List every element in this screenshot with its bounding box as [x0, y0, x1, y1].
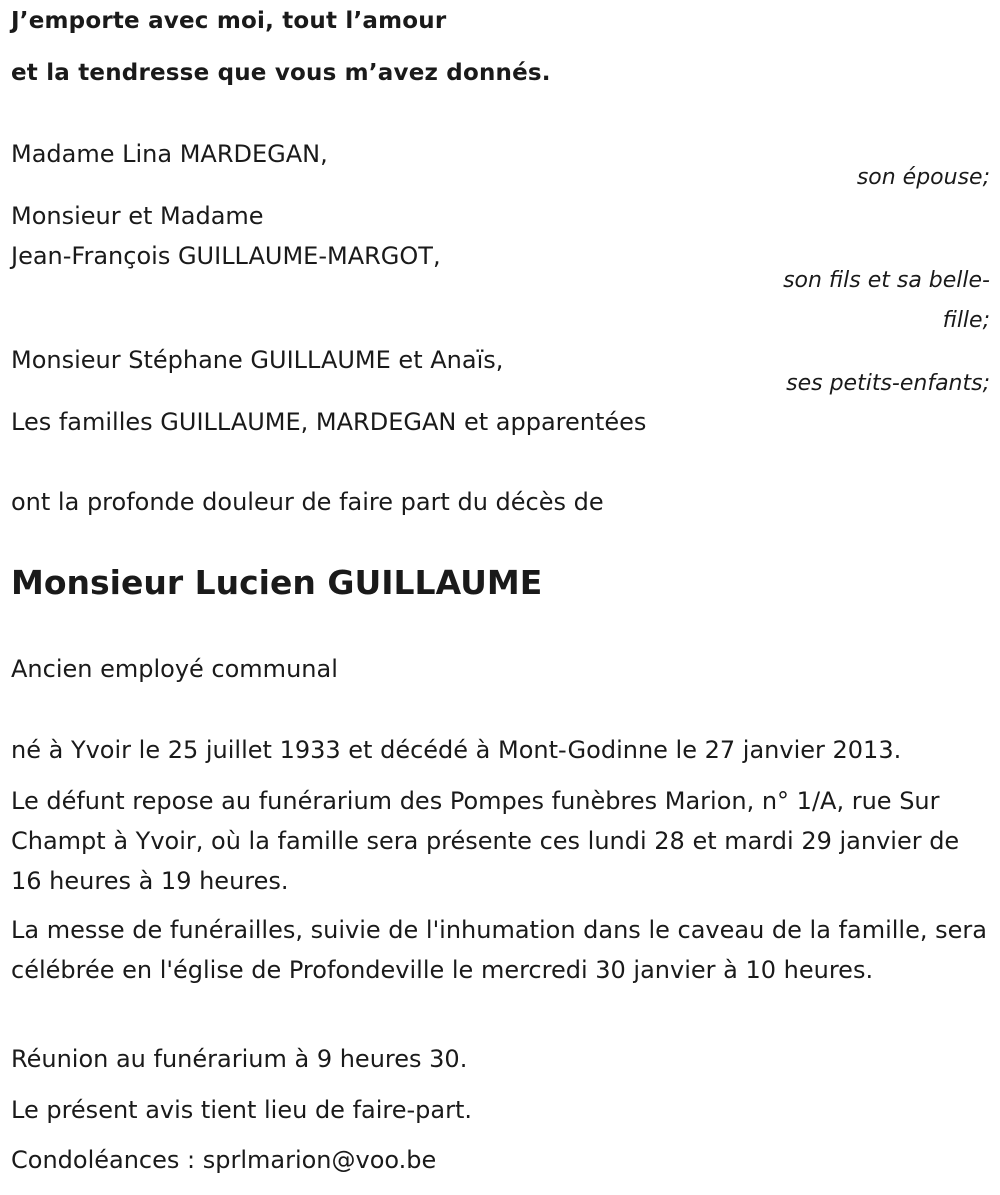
family-others: Les familles GUILLAUME, MARDEGAN et apparentées	[11, 408, 647, 436]
family-spouse-relation: son épouse;	[856, 165, 990, 190]
family-son-relation-line-2: fille;	[942, 308, 990, 333]
birth-death-paragraph: né à Yvoir le 25 juillet 1933 et décédé à Mont-Godinne le 27 janvier 2013.	[11, 736, 902, 764]
family-son-relation-line-1: son fils et sa belle-	[783, 268, 990, 293]
announcement-text: ont la profonde douleur de faire part du décès de	[11, 488, 604, 516]
family-grandchildren-relation: ses petits-enfants;	[786, 371, 990, 396]
funeral-mass-paragraph: La messe de funérailles, suivie de l'inhumation dans le caveau de la famille, sera célébrée en l'église de Profondeville le mercredi 30 janvier à 10 heures.	[11, 916, 987, 984]
condolences-paragraph: Condoléances : sprlmarion@voo.be	[11, 1146, 437, 1174]
funerarium-paragraph: Le défunt repose au funérarium des Pompes funèbres Marion, n° 1/A, rue Sur Champt à Yvoir, où la famille sera présente ces lundi 28 et mardi 29 janvier de 16 heures à 19 heures.	[11, 787, 960, 895]
occupation: Ancien employé communal	[11, 655, 338, 683]
family-grandchildren-name: Monsieur Stéphane GUILLAUME et Anaïs,	[11, 346, 504, 374]
family-spouse-name: Madame Lina MARDEGAN,	[11, 140, 328, 168]
quote-line-2: et la tendresse que vous m’avez donnés.	[11, 60, 551, 86]
quote-line-1: J’emporte avec moi, tout l’amour	[11, 8, 447, 34]
meeting-paragraph: Réunion au funérarium à 9 heures 30.	[11, 1045, 468, 1073]
family-son-name-line-2: Jean-François GUILLAUME-MARGOT,	[11, 242, 441, 270]
family-son-name-line-1: Monsieur et Madame	[11, 202, 264, 230]
notice-paragraph: Le présent avis tient lieu de faire-part.	[11, 1096, 473, 1124]
deceased-name: Monsieur Lucien GUILLAUME	[11, 563, 543, 602]
